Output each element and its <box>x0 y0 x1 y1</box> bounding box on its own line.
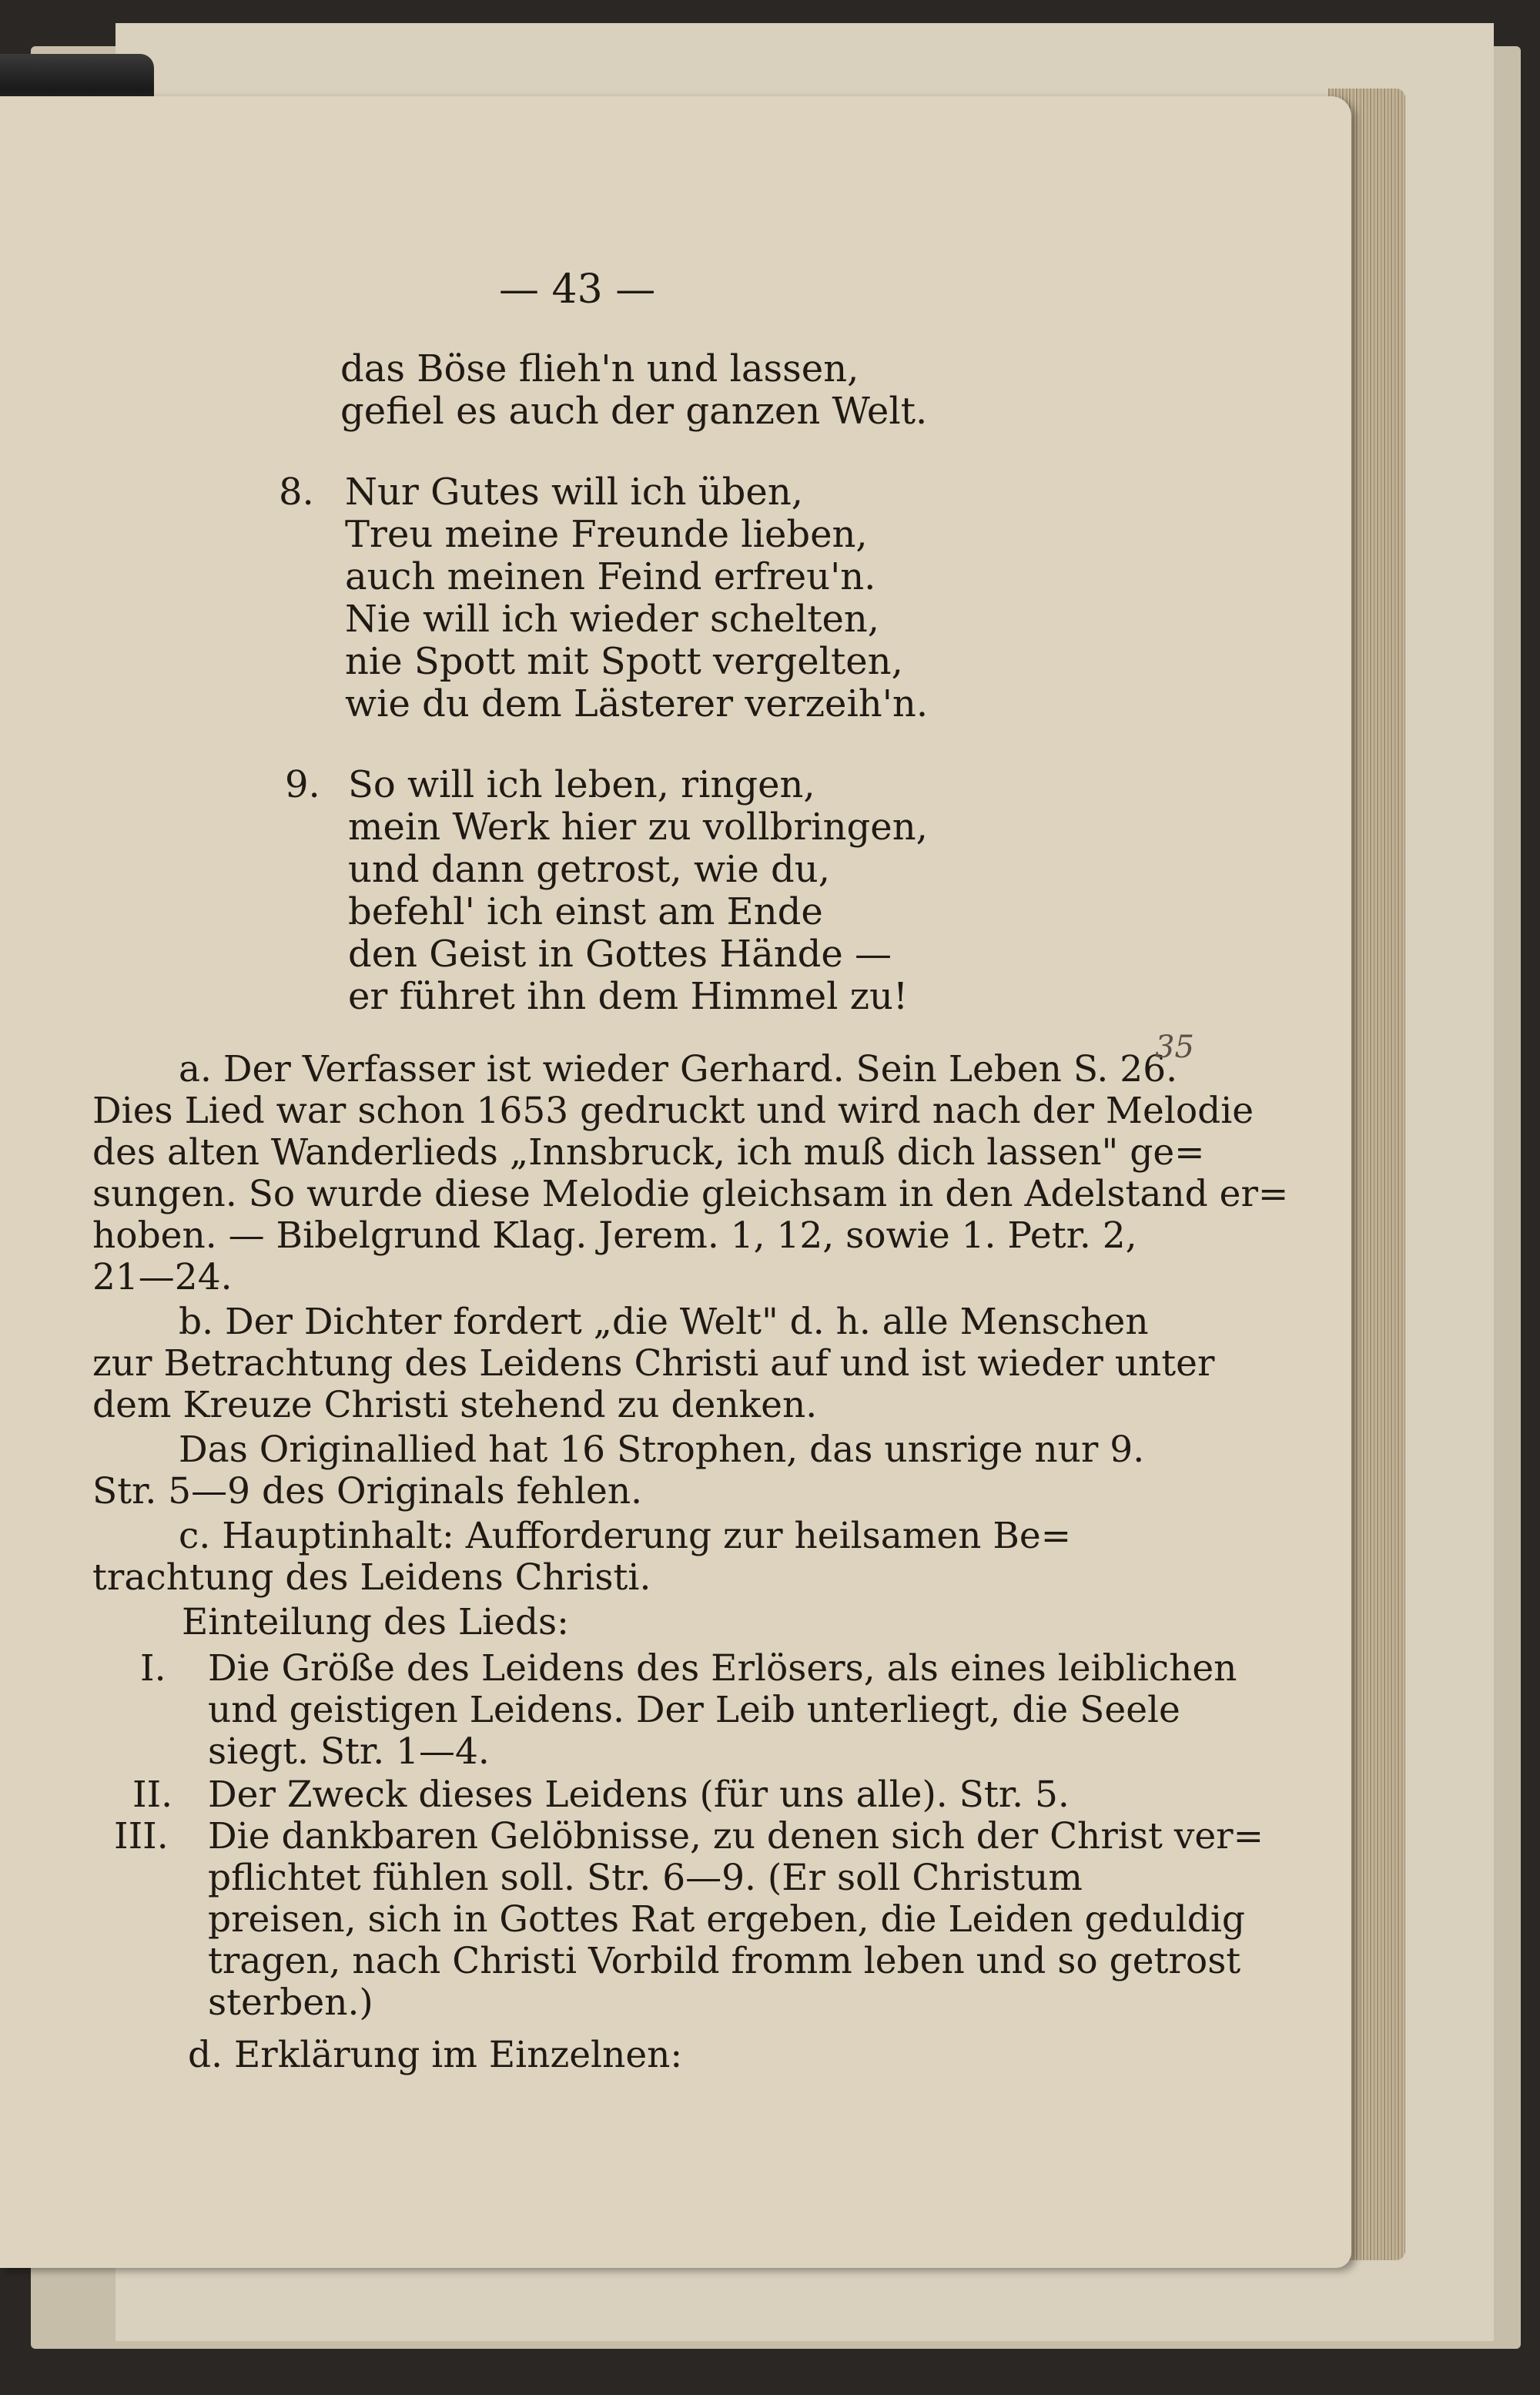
book-page <box>0 96 1351 2268</box>
outline-numeral: III. <box>114 1815 169 1857</box>
outline-line: Der Zweck dieses Leidens (für uns alle). Str. 5. <box>208 1774 1070 1816</box>
commentary-line: c. Hauptinhalt: Aufforderung zur heilsamen Be= <box>179 1515 1072 1557</box>
commentary-line: Dies Lied war schon 1653 gedruckt und wird nach der Melodie <box>92 1090 1254 1132</box>
commentary-line: Str. 5—9 des Originals fehlen. <box>92 1470 643 1512</box>
outline-line: sterben.) <box>208 1981 373 2024</box>
verse-line: auch meinen Feind erfreu'n. <box>345 555 876 598</box>
outline-line: Die dankbaren Gelöbnisse, zu denen sich der Christ ver= <box>208 1815 1264 1857</box>
verse-line: So will ich leben, ringen, <box>348 763 815 806</box>
verse-line: er führet ihn dem Himmel zu! <box>348 975 909 1018</box>
stanza-number: 8. <box>279 471 314 514</box>
verse-line: befehl' ich einst am Ende <box>348 890 823 933</box>
outline-line: preisen, sich in Gottes Rat ergeben, die Leiden geduldig <box>208 1898 1245 1941</box>
pencil-annotation: 35 <box>1155 1030 1194 1065</box>
outline-line: und geistigen Leidens. Der Leib unterliegt, die Seele <box>208 1689 1180 1731</box>
commentary-line: dem Kreuze Christi stehend zu denken. <box>92 1384 818 1426</box>
verse-line: den Geist in Gottes Hände — <box>348 933 892 976</box>
outline-line: Die Größe des Leidens des Erlösers, als eines leiblichen <box>208 1647 1237 1690</box>
verse-line: und dann getrost, wie du, <box>348 848 830 891</box>
commentary-line: b. Der Dichter fordert „die Welt" d. h. alle Menschen <box>179 1301 1149 1343</box>
page-number: — 43 — <box>499 266 656 313</box>
outline-line: tragen, nach Christi Vorbild fromm leben und so getrost <box>208 1940 1241 1982</box>
commentary-line: 21—24. <box>92 1256 233 1298</box>
stanza-number: 9. <box>285 763 320 806</box>
commentary-line: trachtung des Leidens Christi. <box>92 1556 651 1599</box>
outline-numeral: I. <box>140 1647 166 1690</box>
verse-line: nie Spott mit Spott vergelten, <box>345 640 903 683</box>
commentary-line: Das Originallied hat 16 Strophen, das unsrige nur 9. <box>179 1429 1145 1471</box>
commentary-line: Einteilung des Lieds: <box>182 1601 570 1643</box>
commentary-line: sungen. So wurde diese Melodie gleichsam in den Adelstand er= <box>92 1173 1289 1215</box>
verse-line: wie du dem Lästerer verzeih'n. <box>345 682 929 725</box>
commentary-line: hoben. — Bibelgrund Klag. Jerem. 1, 12, sowie 1. Petr. 2, <box>92 1214 1137 1257</box>
outline-line: siegt. Str. 1—4. <box>208 1730 490 1773</box>
final-line: d. Erklärung im Einzelnen: <box>188 2034 683 2076</box>
verse-line: Treu meine Freunde lieben, <box>345 513 868 556</box>
outline-line: pflichtet fühlen soll. Str. 6—9. (Er soll Christum <box>208 1857 1083 1899</box>
commentary-line: a. Der Verfasser ist wieder Gerhard. Sein Leben S. 26. <box>179 1048 1178 1090</box>
verse-line: Nie will ich wieder schelten, <box>345 598 880 641</box>
commentary-line: des alten Wanderlieds „Innsbruck, ich muß dich lassen" ge= <box>92 1131 1205 1174</box>
verse-line: das Böse flieh'n und lassen, <box>340 347 859 390</box>
outline-numeral: II. <box>132 1774 173 1816</box>
verse-line: gefiel es auch der ganzen Welt. <box>340 390 928 433</box>
verse-line: mein Werk hier zu vollbringen, <box>348 806 928 849</box>
verse-line: Nur Gutes will ich üben, <box>345 471 803 514</box>
commentary-line: zur Betrachtung des Leidens Christi auf und ist wieder unter <box>92 1342 1215 1385</box>
